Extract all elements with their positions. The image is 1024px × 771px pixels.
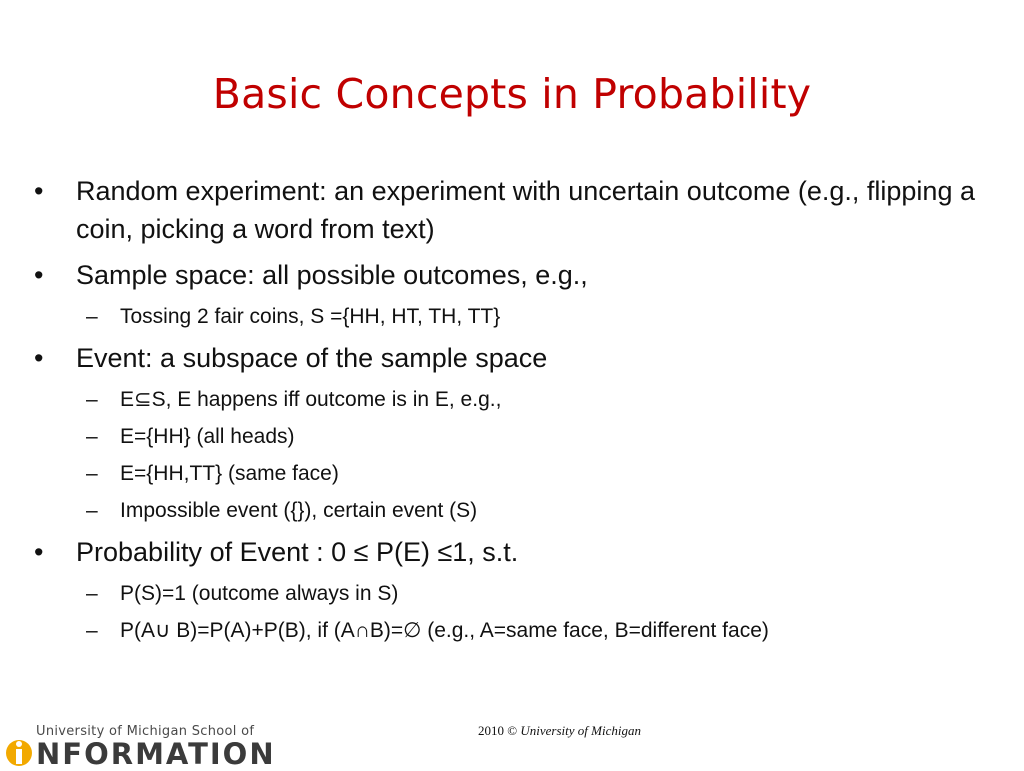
dash-marker: – — [86, 462, 98, 485]
bullet-item — [34, 533, 994, 571]
bullet-item — [34, 339, 994, 377]
copyright-owner: University of Michigan — [520, 723, 641, 738]
sub-bullet-text: E={HH} (all heads) — [120, 425, 295, 448]
dash-marker: – — [86, 425, 98, 448]
sub-bullet-text: E⊆S, E happens iff outcome is in E, e.g., — [120, 388, 502, 411]
sub-bullet-item — [34, 385, 994, 415]
logo-tagline: University of Michigan School of — [36, 724, 255, 739]
sub-bullet-item — [34, 616, 994, 646]
bullet-text: Event: a subspace of the sample space — [76, 343, 548, 373]
copyright-symbol: © — [507, 723, 518, 738]
sub-bullet-item — [34, 422, 994, 452]
logo-wordmark: NFORMATION — [36, 737, 276, 771]
dash-marker: – — [86, 388, 98, 411]
sub-bullet-text: Tossing 2 fair coins, S ={HH, HT, TH, TT} — [120, 305, 501, 328]
bullet-list — [34, 172, 994, 647]
sub-bullet-text: Impossible event ({}), certain event (S) — [120, 499, 478, 522]
bullet-text: Random experiment: an experiment with uncertain outcome (e.g., flipping a coin, picking a word from text) — [76, 176, 975, 244]
logo-i-mark-icon — [4, 736, 34, 768]
sub-bullet-text: E={HH,TT} (same face) — [120, 462, 339, 485]
bullet-marker: • — [34, 260, 44, 290]
sub-bullet-item — [34, 496, 994, 526]
bullet-text: Probability of Event : 0 ≤ P(E) ≤1, s.t. — [76, 537, 519, 567]
sub-bullet-item — [34, 579, 994, 609]
dash-marker: – — [86, 582, 98, 605]
copyright-year: 2010 — [478, 723, 504, 738]
sub-bullet-item — [34, 459, 994, 489]
bullet-marker: • — [34, 176, 44, 206]
dash-marker: – — [86, 619, 98, 642]
dash-marker: – — [86, 499, 98, 522]
sub-bullet-text: P(S)=1 (outcome always in S) — [120, 582, 399, 605]
sub-bullet-text: P(A∪ B)=P(A)+P(B), if (A∩B)=∅ (e.g., A=same face, B=different face) — [120, 619, 769, 642]
bullet-item — [34, 172, 994, 248]
slide-title: Basic Concepts in Probability — [212, 70, 812, 118]
bullet-item — [34, 256, 994, 294]
bullet-text: Sample space: all possible outcomes, e.g., — [76, 260, 588, 290]
umsi-logo — [0, 716, 280, 771]
bullet-marker: • — [34, 343, 44, 373]
sub-bullet-item — [34, 302, 994, 332]
dash-marker: – — [86, 305, 98, 328]
copyright-notice — [478, 723, 641, 739]
bullet-marker: • — [34, 537, 44, 567]
